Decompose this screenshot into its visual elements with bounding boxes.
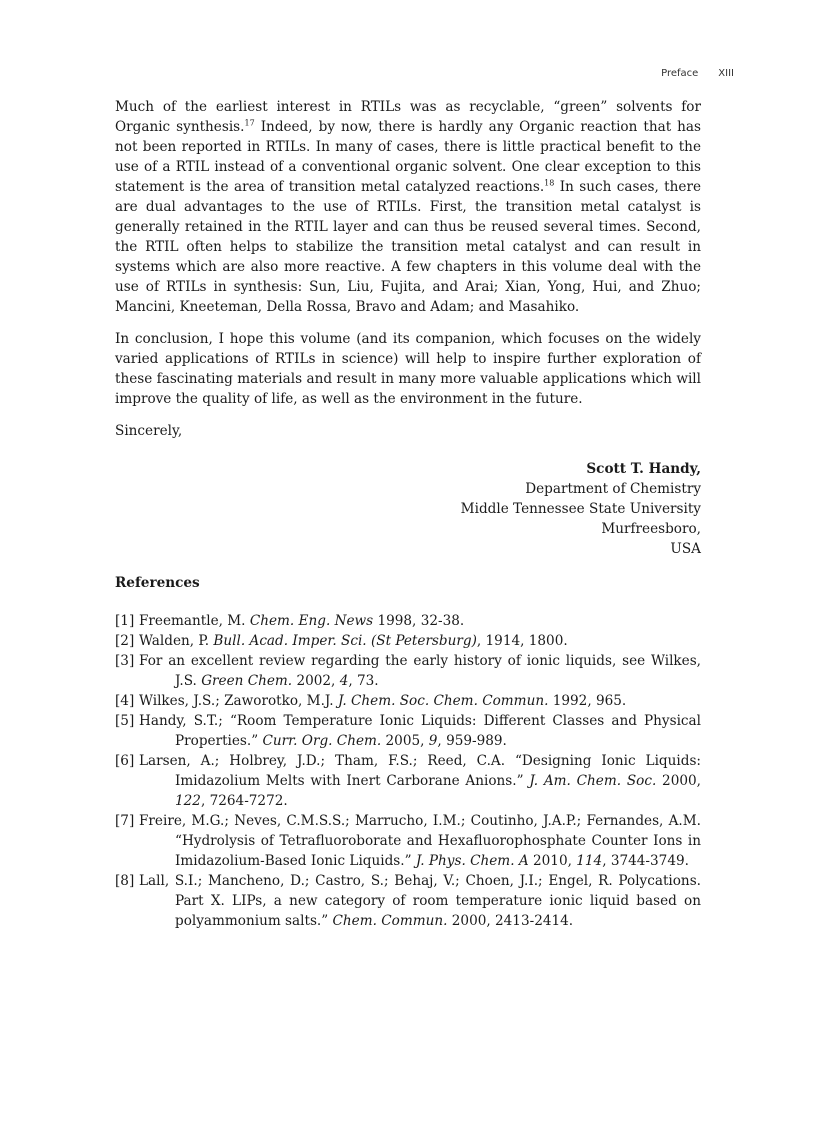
running-header [661, 68, 734, 79]
author-department: Department of Chemistry [525, 481, 701, 497]
paragraph-1: Much of the earliest interest in RTILs was as recyclable, “green” solvents for Organic synthesis.$^{17}$ Indeed, by now, there is hardly any Organic reaction that has not been reported in RTILs. In many of cases, there is little practical benefit to the use of a RTIL instead of a conventional organic solvent. One clear exception to this statement is the area of transition metal catalyzed reactions.$^{18}$ In such cases, there are dual advantages to the use of RTILs. First, the transition metal catalyst is generally retained in the RTIL layer and can thus be reused several times. Second, the RTIL often helps to stabilize the transition metal catalyst and can result in systems which are also more reactive. A few chapters in this volume deal with the use of RTILs in synthesis: Sun, Liu, Fujita, and Arai; Xian, Yong, Hui, and Zhuo; Mancini, Kneeteman, Della Rossa, Bravo and Adam; and Masahiko. [115, 99, 702, 315]
references-list [115, 611, 701, 931]
reference-item: [6] Larsen, A.; Holbrey, J.D.; Tham, F.S.; Reed, C.A. “Designing Ionic Liquids: Imidazolium Melts with Inert Carborane Anions.” J. Am. Chem. Soc. 2000, 122, 7264-7272. [115, 753, 701, 809]
section-title: Preface [661, 68, 699, 79]
citation-17: 17 [244, 118, 255, 128]
citation-18: 18 [544, 178, 555, 188]
author-city: Murfreesboro, [601, 521, 701, 537]
author-university: Middle Tennessee State University [460, 501, 701, 517]
page-body [115, 97, 701, 931]
author-country: USA [670, 541, 701, 557]
references-heading: References [115, 575, 200, 591]
reference-item: [2] Walden, P. Bull. Acad. Imper. Sci. (St Petersburg), 1914, 1800. [115, 633, 568, 649]
page-number: XIII [718, 68, 734, 79]
reference-item: [4] Wilkes, J.S.; Zaworotko, M.J. J. Chem. Soc. Chem. Commun. 1992, 965. [115, 693, 627, 709]
paragraph-2: In conclusion, I hope this volume (and its companion, which focuses on the widely varied applications of RTILs in science) will help to inspire further exploration of these fascinating materials and result in many more valuable applications which will improve the quality of life, as well as the environment in the future. [115, 331, 701, 407]
reference-item: [5] Handy, S.T.; “Room Temperature Ionic Liquids: Different Classes and Physical Properties.” Curr. Org. Chem. 2005, 9, 959-989. [115, 713, 701, 749]
reference-item: [8] Lall, S.I.; Mancheno, D.; Castro, S.; Behaj, V.; Choen, J.I.; Engel, R. Polycations. Part X. LIPs, a new category of room temperature ionic liquid based on polyammonium salts.” Chem. Commun. 2000, 2413-2414. [115, 873, 701, 929]
signature-block [115, 459, 701, 559]
reference-item: [3] For an excellent review regarding the early history of ionic liquids, see Wilkes, J.S. Green Chem. 2002, 4, 73. [115, 653, 701, 689]
closing-salutation: Sincerely, [115, 423, 183, 439]
author-name: Scott T. Handy, [586, 461, 701, 477]
reference-item: [1] Freemantle, M. Chem. Eng. News 1998, 32-38. [115, 613, 465, 629]
reference-item: [7] Freire, M.G.; Neves, C.M.S.S.; Marrucho, I.M.; Coutinho, J.A.P.; Fernandes, A.M. “Hydrolysis of Tetrafluoroborate and Hexafluorophosphate Counter Ions in Imidazolium-Based Ionic Liquids.” J. Phys. Chem. A 2010, 114, 3744-3749. [115, 813, 701, 869]
